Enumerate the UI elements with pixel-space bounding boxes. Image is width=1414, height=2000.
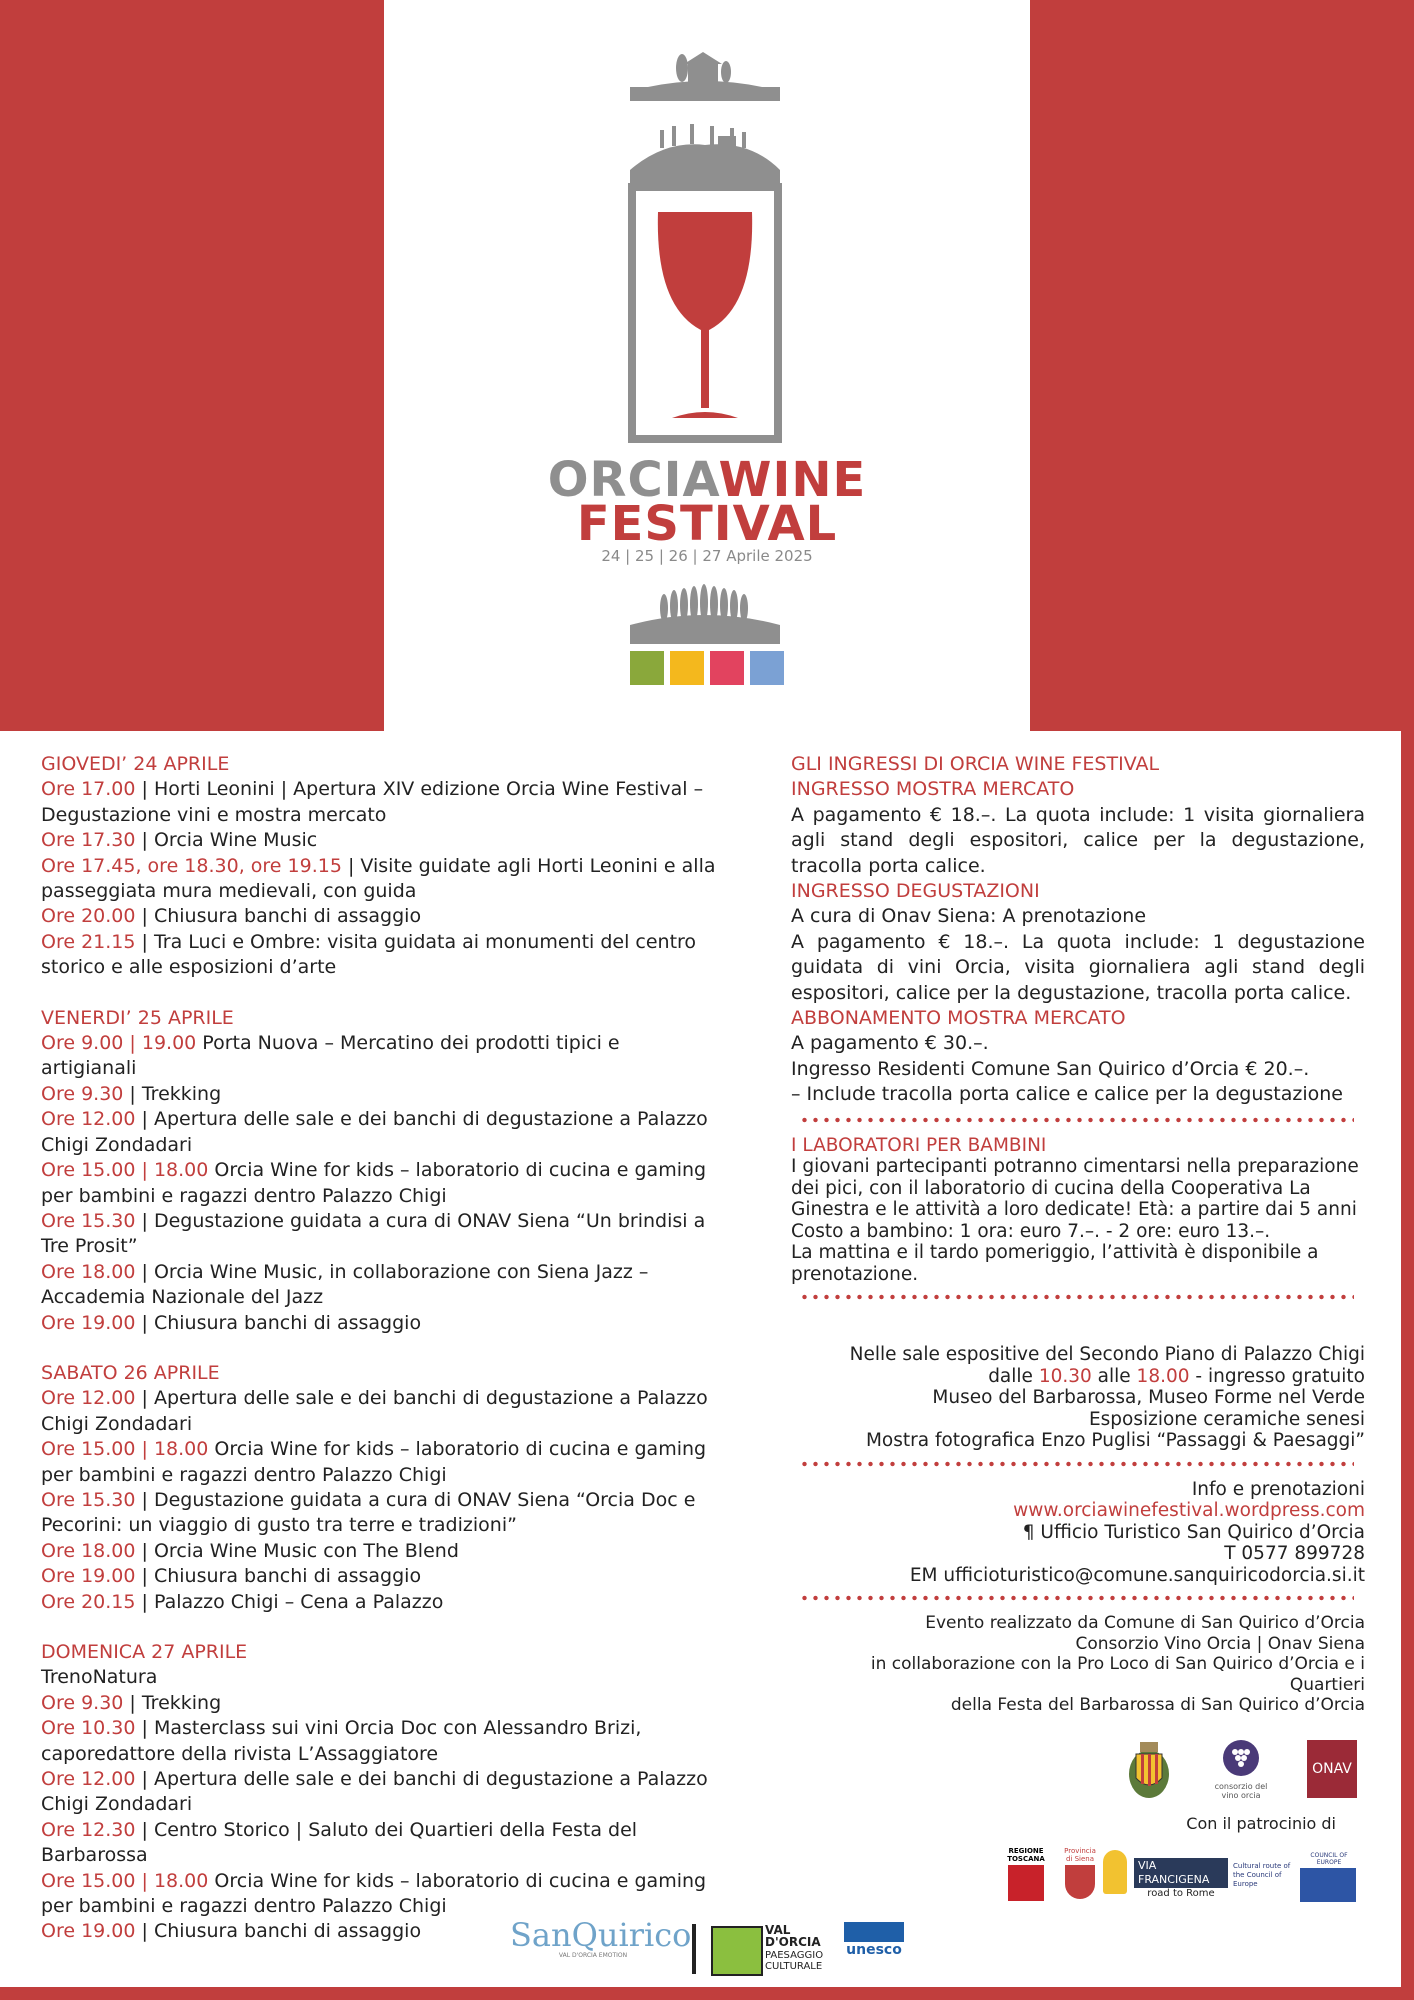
patrocinio-label: Con il patrocinio di [1186,1814,1336,1833]
entry-text: | Degustazione guidata a cura di ONAV Siena “Orcia Doc e Pecorini: un viaggio di gusto tra terre e tradizioni” [41,1488,696,1537]
program-entry [41,1590,721,1615]
entry-text: | Trekking [123,1691,222,1714]
via-francigena-box [1134,1858,1228,1888]
abbonamento-title: ABBONAMENTO MOSTRA MERCATO [791,1007,1126,1030]
logo-separator [692,1924,696,1974]
entry-text: | Orcia Wine Music con The Blend [135,1539,459,1562]
dotted-divider [799,1294,1354,1300]
program-entry [41,1665,721,1690]
laboratori-text3: La mattina e il tardo pomeriggio, l’attività è disponibile a prenotazione. [791,1242,1319,1285]
program-entry [41,1107,721,1158]
pink-square [710,651,744,685]
cultural-route-text: Cultural route of the Council of Europe [1233,1862,1291,1888]
pilgrim-icon [1103,1850,1127,1894]
regione-text: REGIONE TOSCANA [1007,1847,1045,1863]
wine-glass-icon [632,187,778,439]
entry-time: Ore 18.00 [41,1539,136,1562]
via-francigena-logo [1134,1858,1228,1906]
unesco-logo [842,1922,906,1958]
program-entry [41,1311,721,1336]
degustazioni-title: INGRESSO DEGUSTAZIONI [791,880,1040,903]
via-text: VIA [1138,1859,1157,1872]
entry-time: Ore 17.30 [41,829,136,852]
credits-section [791,1613,1365,1716]
program-entry [41,1386,721,1437]
blue-square [750,651,784,685]
grape-icon [1221,1738,1261,1778]
entry-text: | Orcia Wine Music, in collaborazione con Siena Jazz – Accademia Nazionale del Jazz [41,1260,649,1309]
program-day [41,1006,721,1336]
degustazioni-text: A pagamento € 18.–. La quota include: 1 degustazione guidata di vini Orcia, visita giornaliera agli stand degli espositori, calice per la degustazione, tracolla porta calice. [791,930,1365,1004]
program-entry [41,854,721,905]
val-dorcia-logo [711,1924,831,1976]
entry-text: | Degustazione guidata a cura di ONAV Siena “Un brindisi a Tre Prosit” [41,1209,706,1258]
eu-flag-icon [1300,1868,1356,1902]
entry-text: | Centro Storico | Saluto dei Quartieri della Festa del Barbarossa [41,1818,638,1867]
green-square [630,651,664,685]
entry-text: | Chiusura banchi di assaggio [135,1565,422,1588]
program-entry [41,930,721,981]
consorzio-logo [1206,1738,1276,1800]
tourist-office: ¶ Ufficio Turistico San Quirico d’Orcia [1022,1521,1365,1543]
entry-time: Ore 12.00 [41,1768,136,1791]
entry-text: | Orcia Wine Music [135,829,318,852]
program-entry [41,1437,721,1488]
program-entry [41,1260,721,1311]
entry-time: Ore 9.00 | 19.00 [41,1032,197,1055]
program-column [41,752,721,1945]
dotted-divider [799,1595,1354,1601]
laboratori-text2: Costo a bambino: 1 ora: euro 7.–. - 2 ore: euro 13.–. [791,1220,1271,1242]
festival-logo-illustration [620,40,790,700]
email-address[interactable]: EM ufficioturistico@comune.sanquiricodorcia.si.it [909,1564,1365,1586]
consorzio-text: consorzio del vino orcia [1214,1782,1268,1800]
entry-time: Ore 15.00 | 18.00 [41,1159,209,1182]
val-dorcia-text: VAL D'ORCIA [765,1923,821,1949]
esposizioni-line4: Esposizione ceramiche senesi [1088,1408,1365,1430]
entry-text: | Apertura delle sale e dei banchi di degustazione a Palazzo Chigi Zondadari [41,1768,708,1816]
program-entry [41,777,721,828]
info-column [791,752,1365,1716]
phone-number: T 0577 899728 [1224,1543,1365,1565]
day-title: SABATO 26 APRILE [41,1361,220,1384]
program-day [41,1361,721,1615]
entry-time: Ore 9.30 [41,1082,124,1105]
entry-time: Ore 15.30 [41,1209,136,1232]
festival-dates: 24 | 25 | 26 | 27 Aprile 2025 [601,547,813,565]
credits-line1: Evento realizzato da Comune di San Quirico d’Orcia [925,1613,1365,1634]
program-entry [41,1691,721,1716]
program-entry [41,1767,721,1818]
san-quirico-logo [510,1916,692,1959]
ingressi-section [791,752,1365,1108]
program-day [41,752,721,981]
day-title: VENERDI’ 25 APRILE [41,1006,234,1029]
road-to-rome-text: road to Rome [1147,1888,1215,1899]
program-entry [41,1488,721,1539]
ingressi-title: GLI INGRESSI DI ORCIA WINE FESTIVAL [791,753,1160,775]
entry-time: Ore 19.00 [41,1311,136,1334]
san-quirico-sub: VAL D'ORCIA EMOTION [558,1952,628,1959]
entry-time: Ore 9.30 [41,1691,124,1714]
francigena-text: FRANCIGENA [1138,1873,1210,1886]
program-entry [41,1158,721,1209]
provincia-text: Provincia di Siena [1064,1847,1096,1863]
entry-time: Ore 21.15 [41,930,136,953]
laboratori-section [791,1135,1365,1286]
entry-text: Porta Nuova – Mercatino dei prodotti tipici e artigianali [41,1032,620,1080]
esposizioni-line1: Nelle sale espositive del Secondo Piano di Palazzo Chigi [849,1344,1365,1366]
entry-time: Ore 15.00 | 18.00 [41,1869,209,1892]
entry-text: Orcia Wine for kids – laboratorio di cucina e gaming per bambini e ragazzi dentro Palazzo Chigi [41,1869,707,1918]
council-europe-logo [1300,1852,1358,1902]
info-section [791,1479,1365,1587]
program-entry [41,828,721,853]
abbonamento-line1: A pagamento € 30.–. [791,1032,989,1055]
degustazioni-line1: A cura di Onav Siena: A prenotazione [791,905,1147,928]
program-entry [41,904,721,929]
val-dorcia-emblem [711,1926,763,1976]
entry-time: Ore 19.00 [41,1565,136,1588]
entry-text: TrenoNatura [41,1666,158,1689]
entry-time: Ore 20.00 [41,905,136,928]
dotted-divider [799,1117,1354,1123]
regione-emblem [1008,1865,1044,1901]
regione-toscana-logo [1006,1847,1046,1903]
program-entry [41,1209,721,1260]
entry-text: Orcia Wine for kids – laboratorio di cucina e gaming per bambini e ragazzi dentro Palazzo Chigi [41,1159,707,1207]
program-day [41,1640,721,1945]
mostra-text: A pagamento € 18.–. La quota include: 1 visita giornaliera agli stand degli espositori, calice per la degustazione, tracolla porta calice. [791,803,1365,877]
entry-text: | Horti Leonini | Apertura XIV edizione Orcia Wine Festival – Degustazione vini e mostra mercato [41,778,704,826]
farmhouse-icon [630,52,780,101]
day-title: GIOVEDI’ 24 APRILE [41,753,230,775]
credits-line3: in collaborazione con la Pro Loco di San Quirico d’Orcia e i Quartieri [870,1654,1365,1695]
san-quirico-text: SanQuirico [510,1916,692,1954]
council-europe-text: COUNCIL OF EUROPE [1310,1852,1348,1866]
entry-time: Ore 10.30 [41,1717,136,1740]
entry-text: | Apertura delle sale e dei banchi di degustazione a Palazzo Chigi Zondadari [41,1108,708,1156]
hill-trees-icon [630,124,780,190]
credits-line4: della Festa del Barbarossa di San Quirico d’Orcia [950,1695,1365,1716]
esposizioni-line2: dalle 10.30 alle 18.00 - ingresso gratuito [988,1365,1365,1387]
program-entry [41,1869,721,1920]
festival-title-line2: FESTIVAL [576,496,838,552]
cypress-hill-icon [630,584,780,644]
mostra-title: INGRESSO MOSTRA MERCATO [791,778,1075,801]
entry-time: Ore 18.00 [41,1260,136,1283]
entry-text: | Apertura delle sale e dei banchi di degustazione a Palazzo Chigi Zondadari [41,1387,708,1435]
laboratori-text1: I giovani partecipanti potranno cimentarsi nella preparazione dei pici, con il laboratorio di cucina della Cooperativa La Ginestra e le attività a loro dedicate! Età: a partire dai 5 anni [791,1156,1359,1221]
entry-text: | Trekking [123,1082,222,1105]
program-entry [41,1818,721,1869]
entry-text: | Tra Luci e Ombre: visita guidata ai monumenti del centro storico e alle esposizioni d’arte [41,930,697,979]
entry-time: Ore 15.00 | 18.00 [41,1438,209,1461]
credits-line2: Consorzio Vino Orcia | Onav Siena [1075,1633,1365,1654]
program-entry [41,1539,721,1564]
entry-text: | Masterclass sui vini Orcia Doc con Alessandro Brizi, caporedattore della rivista L’Assaggiatore [41,1717,642,1765]
entry-time: Ore 12.00 [41,1108,136,1131]
dotted-divider [799,1461,1354,1467]
entry-text: | Chiusura banchi di assaggio [135,905,422,928]
onav-text: ONAV [1312,1761,1352,1777]
onav-logo [1307,1740,1357,1798]
entry-time: Ore 12.00 [41,1387,136,1410]
provincia-siena-logo [1062,1847,1098,1901]
laboratori-title: I LABORATORI PER BAMBINI [791,1134,1047,1156]
unesco-text: unesco [846,1942,902,1958]
entry-time: Ore 17.45, ore 18.30, ore 19.15 [41,854,342,877]
entry-time: Ore 17.00 [41,778,136,801]
entry-time: Ore 19.00 [41,1920,136,1943]
yellow-square [670,651,704,685]
provincia-emblem [1065,1865,1095,1899]
esposizioni-line5: Mostra fotografica Enzo Puglisi “Passaggi & Paesaggi” [865,1430,1365,1452]
entry-time: Ore 12.30 [41,1818,136,1841]
paesaggio-text: PAESAGGIO CULTURALE [765,1950,824,1972]
program-entry [41,1564,721,1589]
esposizioni-line3: Museo del Barbarossa, Museo Forme nel Verde [932,1387,1365,1409]
entry-text: | Chiusura banchi di assaggio [135,1920,422,1943]
program-entry [41,1031,721,1082]
day-title: DOMENICA 27 APRILE [41,1641,248,1663]
esposizioni-section [791,1344,1365,1452]
program-entry [41,1716,721,1767]
entry-text: | Chiusura banchi di assaggio [135,1311,422,1334]
program-entry [41,1082,721,1107]
info-title: Info e prenotazioni [1191,1478,1365,1500]
entry-text: Orcia Wine for kids – laboratorio di cucina e gaming per bambini e ragazzi dentro Palazzo Chigi [41,1438,707,1486]
abbonamento-line3: – Include tracolla porta calice e calice per la degustazione [791,1083,1343,1106]
abbonamento-line2: Ingresso Residenti Comune San Quirico d’Orcia € 20.–. [791,1057,1310,1080]
entry-text: | Visite guidate agli Horti Leonini e alla passeggiata mura medievali, con guida [41,854,716,903]
comune-crest-logo [1124,1738,1174,1802]
website-link[interactable]: www.orciawinefestival.wordpress.com [1013,1500,1365,1522]
entry-text: | Palazzo Chigi – Cena a Palazzo [135,1590,444,1613]
entry-time: Ore 15.30 [41,1488,136,1511]
festival-title-line1: ORCIAWINE [547,452,867,508]
unesco-emblem [844,1922,904,1942]
entry-time: Ore 20.15 [41,1590,136,1613]
